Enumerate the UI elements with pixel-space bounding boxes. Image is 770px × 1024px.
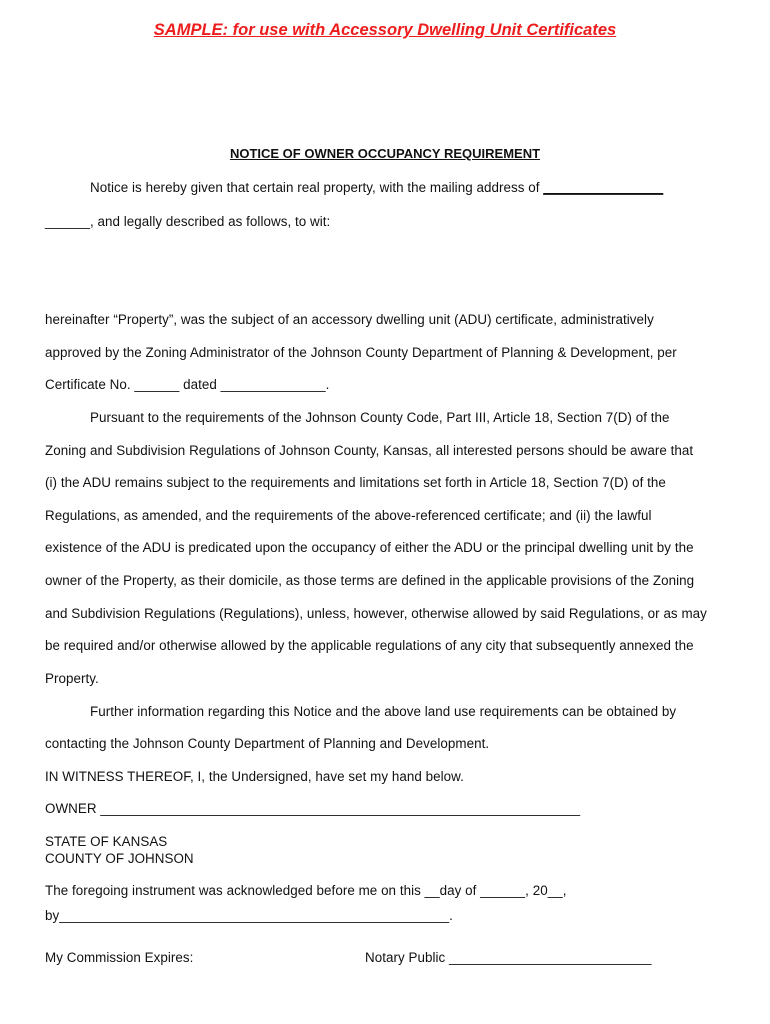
intro-line [90,180,663,196]
para1-line2: approved by the Zoning Administrator of the Johnson County Department of Planning & Development, per [45,345,677,360]
sample-banner: SAMPLE: for use with Accessory Dwelling Unit Certificates [153,21,617,39]
para1-line3: Certificate No. ______ dated ______________. [45,377,330,392]
notice-title: NOTICE OF OWNER OCCUPANCY REQUIREMENT [229,146,541,161]
address-blank-1: ________________ [543,180,664,195]
by-line: by____________________________________________________. [45,908,453,923]
notary-public-line: Notary Public ___________________________ [365,950,652,965]
para2-line2: Zoning and Subdivision Regulations of Johnson County, Kansas, all interested persons should be aware that [45,443,694,458]
owner-signature-line: OWNER ________________________________________________________________ [45,801,581,816]
para3-line1: Further information regarding this Notice and the above land use requirements can be obtained by [90,704,677,719]
para1-line1: hereinafter “Property”, was the subject of an accessory dwelling unit (ADU) certificate, administratively [45,312,654,327]
legal-desc-text: , and legally described as follows, to wit: [89,214,331,229]
acknowledgment-line: The foregoing instrument was acknowledged before me on this __day of ______, 20__, [45,883,567,898]
commission-expires-label: My Commission Expires: [45,950,194,965]
witness-line: IN WITNESS THEREOF, I, the Undersigned, have set my hand below. [45,769,464,784]
para2-line4: Regulations, as amended, and the requirements of the above-referenced certificate; and (ii) the lawful [45,508,652,523]
para2-line1: Pursuant to the requirements of the Johnson County Code, Part III, Article 18, Section 7(D) of the [90,410,670,425]
county-line: COUNTY OF JOHNSON [45,851,194,866]
para2-line7: and Subdivision Regulations (Regulations), unless, however, otherwise allowed by said Regulations, or as may [45,606,707,621]
para2-line5: existence of the ADU is predicated upon the occupancy of either the ADU or the principal dwelling unit by the [45,540,694,555]
para2-line3: (i) the ADU remains subject to the requirements and limitations set forth in Article 18, Section 7(D) of the [45,475,666,490]
para2-line8: be required and/or otherwise allowed by the applicable regulations of any city that subsequently annexed the [45,638,694,653]
intro-text: Notice is hereby given that certain real property, with the mailing address of [90,180,540,195]
para2-line6: owner of the Property, as their domicile, as those terms are defined in the applicable provisions of the Zoning [45,573,695,588]
state-line: STATE OF KANSAS [45,834,168,849]
para2-line9: Property. [45,671,99,686]
para3-line2: contacting the Johnson County Department of Planning and Development. [45,736,490,751]
address-blank-2: ______ [45,214,90,229]
legal-description-line [45,214,330,230]
